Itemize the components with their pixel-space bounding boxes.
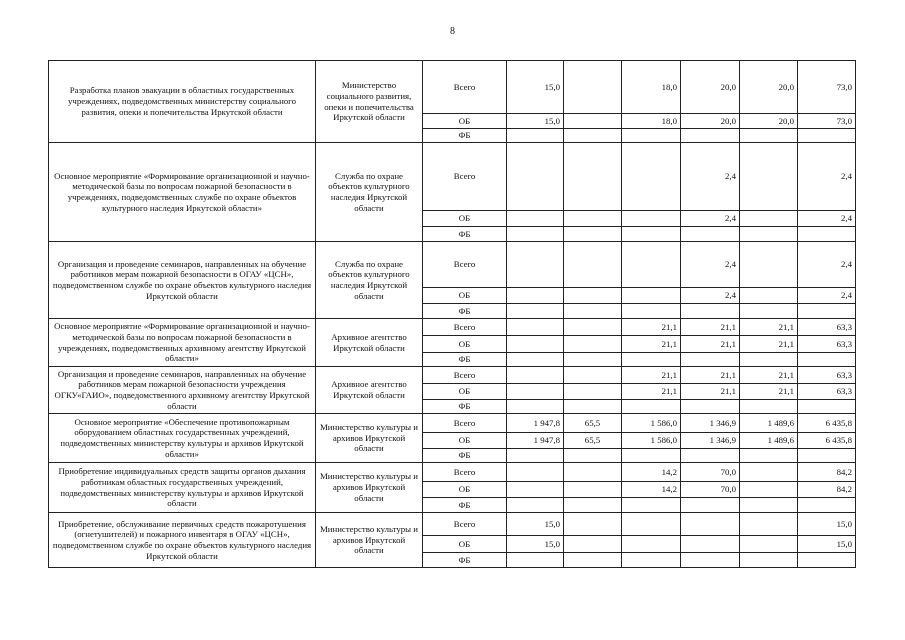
value-y5-cell (740, 449, 798, 463)
value-y4-cell (681, 353, 740, 367)
total-cell (798, 304, 856, 319)
total-cell: 2,4 (798, 288, 856, 304)
value-y1-cell (507, 553, 564, 568)
value-y3-cell: 14,2 (622, 463, 681, 482)
value-y3-cell (622, 353, 681, 367)
value-y4-cell: 1 346,9 (681, 414, 740, 433)
value-y4-cell (681, 400, 740, 414)
value-y2-cell (564, 482, 622, 498)
table-row-vsego (49, 143, 856, 211)
value-y5-cell (740, 211, 798, 227)
total-cell: 73,0 (798, 61, 856, 114)
value-y2-cell (564, 400, 622, 414)
value-y1-cell (507, 211, 564, 227)
responsible-org-cell: Министерство социального развития, опеки и попечительства Иркутской области (316, 61, 423, 143)
value-y3-cell (622, 449, 681, 463)
value-y2-cell (564, 129, 622, 143)
table-row-vsego (49, 367, 856, 384)
value-y2-cell (564, 242, 622, 288)
total-cell: 6 435,8 (798, 414, 856, 433)
value-y5-cell: 1 489,6 (740, 414, 798, 433)
value-y3-cell: 14,2 (622, 482, 681, 498)
table-row-vsego (49, 513, 856, 536)
funding-source-cell: ФБ (423, 449, 507, 463)
funding-source-cell: ОБ (423, 536, 507, 553)
value-y1-cell (507, 449, 564, 463)
value-y4-cell (681, 129, 740, 143)
value-y4-cell: 21,1 (681, 384, 740, 400)
total-cell: 63,3 (798, 384, 856, 400)
table-body (49, 61, 856, 568)
value-y5-cell (740, 553, 798, 568)
responsible-org-cell: Министерство культуры и архивов Иркутской области (316, 414, 423, 463)
value-y3-cell: 18,0 (622, 114, 681, 129)
value-y3-cell: 1 586,0 (622, 433, 681, 449)
value-y5-cell (740, 482, 798, 498)
funding-source-cell: ОБ (423, 336, 507, 353)
financing-table (48, 60, 856, 568)
value-y5-cell: 21,1 (740, 367, 798, 384)
value-y3-cell (622, 129, 681, 143)
value-y4-cell: 2,4 (681, 143, 740, 211)
total-cell: 2,4 (798, 242, 856, 288)
total-cell (798, 400, 856, 414)
value-y2-cell (564, 336, 622, 353)
value-y4-cell (681, 513, 740, 536)
total-cell (798, 227, 856, 242)
value-y5-cell (740, 304, 798, 319)
value-y5-cell (740, 536, 798, 553)
value-y2-cell (564, 498, 622, 513)
value-y1-cell: 1 947,8 (507, 414, 564, 433)
value-y1-cell (507, 482, 564, 498)
measure-name-cell: Приобретение индивидуальных средств защиты органов дыхания работникам областных государственных учреждений, подведомственных министерству культуры и архивов Иркутской области (49, 463, 316, 513)
total-cell: 15,0 (798, 536, 856, 553)
value-y3-cell (622, 211, 681, 227)
responsible-org-cell: Министерство культуры и архивов Иркутской области (316, 463, 423, 513)
funding-source-cell: ФБ (423, 400, 507, 414)
value-y4-cell: 21,1 (681, 336, 740, 353)
value-y4-cell (681, 498, 740, 513)
value-y3-cell: 21,1 (622, 319, 681, 336)
value-y5-cell: 21,1 (740, 336, 798, 353)
measure-name-cell: Основное мероприятие «Формирование организационной и научно-методической базы по вопросам пожарной безопасности в учреждениях, подведомственных службе по охране объектов культурного наследия Иркутской области» (49, 143, 316, 242)
total-cell: 63,3 (798, 336, 856, 353)
value-y4-cell: 20,0 (681, 114, 740, 129)
value-y3-cell (622, 227, 681, 242)
value-y2-cell: 65,5 (564, 414, 622, 433)
value-y3-cell: 21,1 (622, 336, 681, 353)
measure-name-cell: Организация и проведение семинаров, направленных на обучение работников мерам пожарной безопасности учреждения ОГКУ«ГАИО», подведомственного архивному агентству Иркутской области (49, 367, 316, 414)
value-y2-cell (564, 463, 622, 482)
total-cell: 73,0 (798, 114, 856, 129)
funding-source-cell: ФБ (423, 498, 507, 513)
value-y2-cell (564, 367, 622, 384)
value-y2-cell (564, 61, 622, 114)
value-y1-cell (507, 463, 564, 482)
value-y3-cell (622, 304, 681, 319)
measure-name-cell: Разработка планов эвакуации в областных государственных учреждениях, подведомственных министерству социального развития, опеки и попечительства Иркутской области (49, 61, 316, 143)
value-y3-cell: 1 586,0 (622, 414, 681, 433)
measure-name-cell: Приобретение, обслуживание первичных средств пожаротушения (огнетушителей) и пожарного инвентаря в ОГАУ «ЦСН», подведомственном службе по охране объектов культурного наследия Иркутской области (49, 513, 316, 568)
funding-source-cell: ФБ (423, 304, 507, 319)
value-y2-cell (564, 288, 622, 304)
table-row-vsego (49, 463, 856, 482)
value-y1-cell (507, 336, 564, 353)
total-cell: 63,3 (798, 367, 856, 384)
table-row-vsego (49, 414, 856, 433)
funding-source-cell: Всего (423, 463, 507, 482)
value-y5-cell: 21,1 (740, 319, 798, 336)
value-y5-cell (740, 353, 798, 367)
value-y2-cell (564, 353, 622, 367)
responsible-org-cell: Министерство культуры и архивов Иркутской области (316, 513, 423, 568)
value-y4-cell: 21,1 (681, 367, 740, 384)
value-y3-cell (622, 400, 681, 414)
value-y4-cell: 20,0 (681, 61, 740, 114)
value-y5-cell (740, 242, 798, 288)
funding-source-cell: ОБ (423, 288, 507, 304)
value-y5-cell (740, 400, 798, 414)
value-y1-cell: 15,0 (507, 114, 564, 129)
page-number: 8 (450, 26, 455, 37)
value-y1-cell (507, 367, 564, 384)
value-y5-cell (740, 129, 798, 143)
value-y1-cell (507, 384, 564, 400)
value-y4-cell: 70,0 (681, 463, 740, 482)
value-y5-cell (740, 143, 798, 211)
funding-source-cell: ФБ (423, 353, 507, 367)
value-y3-cell (622, 143, 681, 211)
measure-name-cell: Основное мероприятие «Формирование организационной и научно-методической базы по вопросам пожарной безопасности в учреждениях, подведомственных архивному агентству Иркутской области» (49, 319, 316, 367)
funding-source-cell: Всего (423, 242, 507, 288)
value-y3-cell: 21,1 (622, 367, 681, 384)
value-y2-cell (564, 319, 622, 336)
funding-source-cell: Всего (423, 319, 507, 336)
value-y4-cell: 21,1 (681, 319, 740, 336)
value-y1-cell (507, 288, 564, 304)
value-y1-cell (507, 353, 564, 367)
total-cell (798, 498, 856, 513)
value-y2-cell (564, 449, 622, 463)
value-y1-cell (507, 304, 564, 319)
value-y4-cell: 2,4 (681, 288, 740, 304)
value-y5-cell (740, 288, 798, 304)
total-cell (798, 353, 856, 367)
value-y3-cell (622, 553, 681, 568)
responsible-org-cell: Служба по охране объектов культурного наследия Иркутской области (316, 242, 423, 319)
total-cell: 84,2 (798, 482, 856, 498)
value-y4-cell: 1 346,9 (681, 433, 740, 449)
value-y3-cell: 21,1 (622, 384, 681, 400)
value-y1-cell: 15,0 (507, 61, 564, 114)
funding-source-cell: ФБ (423, 129, 507, 143)
funding-source-cell: ОБ (423, 114, 507, 129)
value-y4-cell: 2,4 (681, 211, 740, 227)
total-cell: 84,2 (798, 463, 856, 482)
funding-source-cell: Всего (423, 61, 507, 114)
value-y4-cell (681, 304, 740, 319)
funding-source-cell: ОБ (423, 482, 507, 498)
value-y1-cell (507, 242, 564, 288)
value-y1-cell: 15,0 (507, 536, 564, 553)
value-y5-cell (740, 498, 798, 513)
value-y1-cell (507, 498, 564, 513)
measure-name-cell: Организация и проведение семинаров, направленных на обучение работников мерам пожарной безопасности в ОГАУ «ЦСН», подведомственном службе по охране объектов культурного наследия Иркутской области (49, 242, 316, 319)
funding-source-cell: Всего (423, 143, 507, 211)
funding-source-cell: ФБ (423, 553, 507, 568)
value-y2-cell (564, 304, 622, 319)
value-y1-cell (507, 227, 564, 242)
total-cell: 63,3 (798, 319, 856, 336)
value-y2-cell (564, 211, 622, 227)
value-y3-cell (622, 498, 681, 513)
value-y3-cell (622, 513, 681, 536)
value-y2-cell (564, 553, 622, 568)
value-y5-cell: 21,1 (740, 384, 798, 400)
value-y4-cell: 2,4 (681, 242, 740, 288)
value-y1-cell (507, 129, 564, 143)
funding-source-cell: ОБ (423, 211, 507, 227)
responsible-org-cell: Архивное агентство Иркутской области (316, 367, 423, 414)
value-y3-cell (622, 536, 681, 553)
total-cell: 2,4 (798, 211, 856, 227)
total-cell: 15,0 (798, 513, 856, 536)
responsible-org-cell: Архивное агентство Иркутской области (316, 319, 423, 367)
value-y5-cell: 20,0 (740, 114, 798, 129)
value-y2-cell (564, 143, 622, 211)
table-row-vsego (49, 242, 856, 288)
funding-source-cell: ОБ (423, 433, 507, 449)
value-y5-cell (740, 227, 798, 242)
value-y1-cell (507, 400, 564, 414)
funding-source-cell: Всего (423, 513, 507, 536)
value-y2-cell (564, 227, 622, 242)
value-y3-cell: 18,0 (622, 61, 681, 114)
responsible-org-cell: Служба по охране объектов культурного наследия Иркутской области (316, 143, 423, 242)
value-y2-cell (564, 536, 622, 553)
value-y4-cell (681, 227, 740, 242)
total-cell (798, 129, 856, 143)
funding-source-cell: ОБ (423, 384, 507, 400)
value-y3-cell (622, 242, 681, 288)
table-row-vsego (49, 61, 856, 114)
value-y4-cell (681, 553, 740, 568)
value-y5-cell (740, 513, 798, 536)
funding-source-cell: Всего (423, 414, 507, 433)
funding-source-cell: ФБ (423, 227, 507, 242)
value-y2-cell (564, 384, 622, 400)
value-y4-cell (681, 449, 740, 463)
total-cell: 6 435,8 (798, 433, 856, 449)
total-cell (798, 553, 856, 568)
value-y4-cell (681, 536, 740, 553)
value-y2-cell: 65,5 (564, 433, 622, 449)
funding-source-cell: Всего (423, 367, 507, 384)
table-row-vsego (49, 319, 856, 336)
value-y5-cell: 20,0 (740, 61, 798, 114)
value-y2-cell (564, 513, 622, 536)
value-y1-cell (507, 319, 564, 336)
value-y1-cell: 15,0 (507, 513, 564, 536)
value-y1-cell: 1 947,8 (507, 433, 564, 449)
measure-name-cell: Основное мероприятие «Обеспечение противопожарным оборудованием областных государственных учреждений, подведомственных министерству культуры и архивов Иркутской области» (49, 414, 316, 463)
value-y1-cell (507, 143, 564, 211)
value-y5-cell: 1 489,6 (740, 433, 798, 449)
value-y4-cell: 70,0 (681, 482, 740, 498)
value-y5-cell (740, 463, 798, 482)
total-cell (798, 449, 856, 463)
value-y2-cell (564, 114, 622, 129)
value-y3-cell (622, 288, 681, 304)
total-cell: 2,4 (798, 143, 856, 211)
